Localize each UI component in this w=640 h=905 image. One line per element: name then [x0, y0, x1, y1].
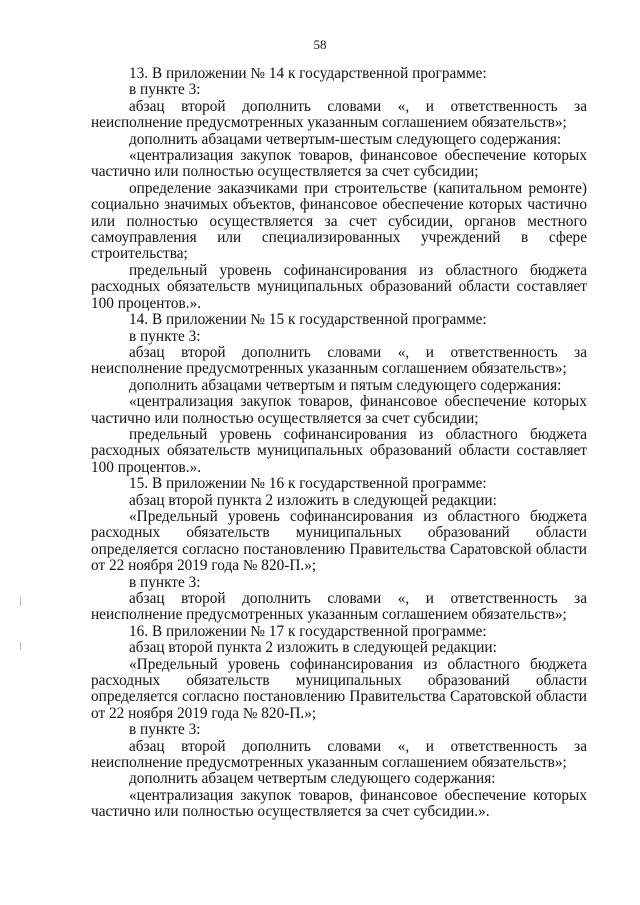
paragraph: определение заказчиками при строительстве (капитальном ремонте) социально значимых объектов, финансовое обеспечение которых частично или полностью осуществляется за счет субсидии, органов местного самоуправления или специализированных учреждений в сфере строительства; [91, 179, 587, 263]
scan-edge-mark [20, 642, 21, 650]
page-number: 58 [313, 37, 327, 52]
paragraph: в пункте 3: [129, 81, 201, 99]
paragraph: предельный уровень софинансирования из областного бюджета расходных обязательств муниципальных образований области составляет 100 процентов.». [91, 261, 587, 312]
scan-edge-mark [20, 596, 21, 606]
paragraph: «Предельный уровень софинансирования из областного бюджета расходных обязательств муниципальных образований области определяется согласно постановлению Правительства Саратовской области от 22 ноября 2019 года № 820-П.»; [91, 507, 587, 575]
paragraph: 13. В приложении № 14 к государственной программе: [129, 65, 487, 82]
paragraph: абзац второй дополнить словами «, и ответственность за неисполнение предусмотренных указанным соглашением обязательств»; [91, 343, 587, 378]
paragraph: в пункте 3: [129, 573, 201, 591]
paragraph: предельный уровень софинансирования из областного бюджета расходных обязательств муниципальных образований области составляет 100 процентов.». [91, 425, 587, 476]
paragraph: «централизация закупок товаров, финансовое обеспечение которых частично или полностью осуществляется за счет субсидии; [91, 147, 587, 181]
paragraph: «Предельный уровень софинансирования из областного бюджета расходных обязательств муниципальных образований области определяется согласно постановлению Правительства Саратовской области от 22 ноября 2019 года № 820-П.»; [91, 655, 587, 722]
paragraph: дополнить абзацами четвертым-шестым следующего содержания: [129, 130, 562, 148]
paragraph: в пункте 3: [129, 327, 201, 345]
paragraph: абзац второй дополнить словами «, и ответственность за неисполнение предусмотренных указанным соглашением обязательств»; [91, 737, 587, 772]
paragraph: 15. В приложении № 16 к государственной программе: [129, 475, 487, 493]
paragraph: дополнить абзацами четвертым и пятым следующего содержания: [129, 376, 562, 394]
paragraph: 14. В приложении № 15 к государственной программе: [129, 311, 487, 329]
paragraph: дополнить абзацем четвертым следующего содержания: [129, 770, 496, 788]
paragraph: в пункте 3: [129, 721, 201, 739]
paragraph: абзац второй дополнить словами «, и ответственность за неисполнение предусмотренных указанным соглашением обязательств»; [91, 590, 587, 624]
document-body [91, 66, 587, 821]
paragraph: «централизация закупок товаров, финансовое обеспечение которых частично или полностью осуществляется за счет субсидии; [91, 393, 587, 427]
paragraph: «централизация закупок товаров, финансовое обеспечение которых частично или полностью осуществляется за счет субсидии.». [91, 786, 587, 821]
paragraph: 16. В приложении № 17 к государственной программе: [129, 622, 487, 640]
paragraph: абзац второй дополнить словами «, и ответственность за неисполнение предусмотренных указанным соглашением обязательств»; [91, 97, 587, 132]
paragraph: абзац второй пункта 2 изложить в следующей редакции: [129, 639, 497, 657]
paragraph: абзац второй пункта 2 изложить в следующей редакции: [129, 491, 497, 509]
